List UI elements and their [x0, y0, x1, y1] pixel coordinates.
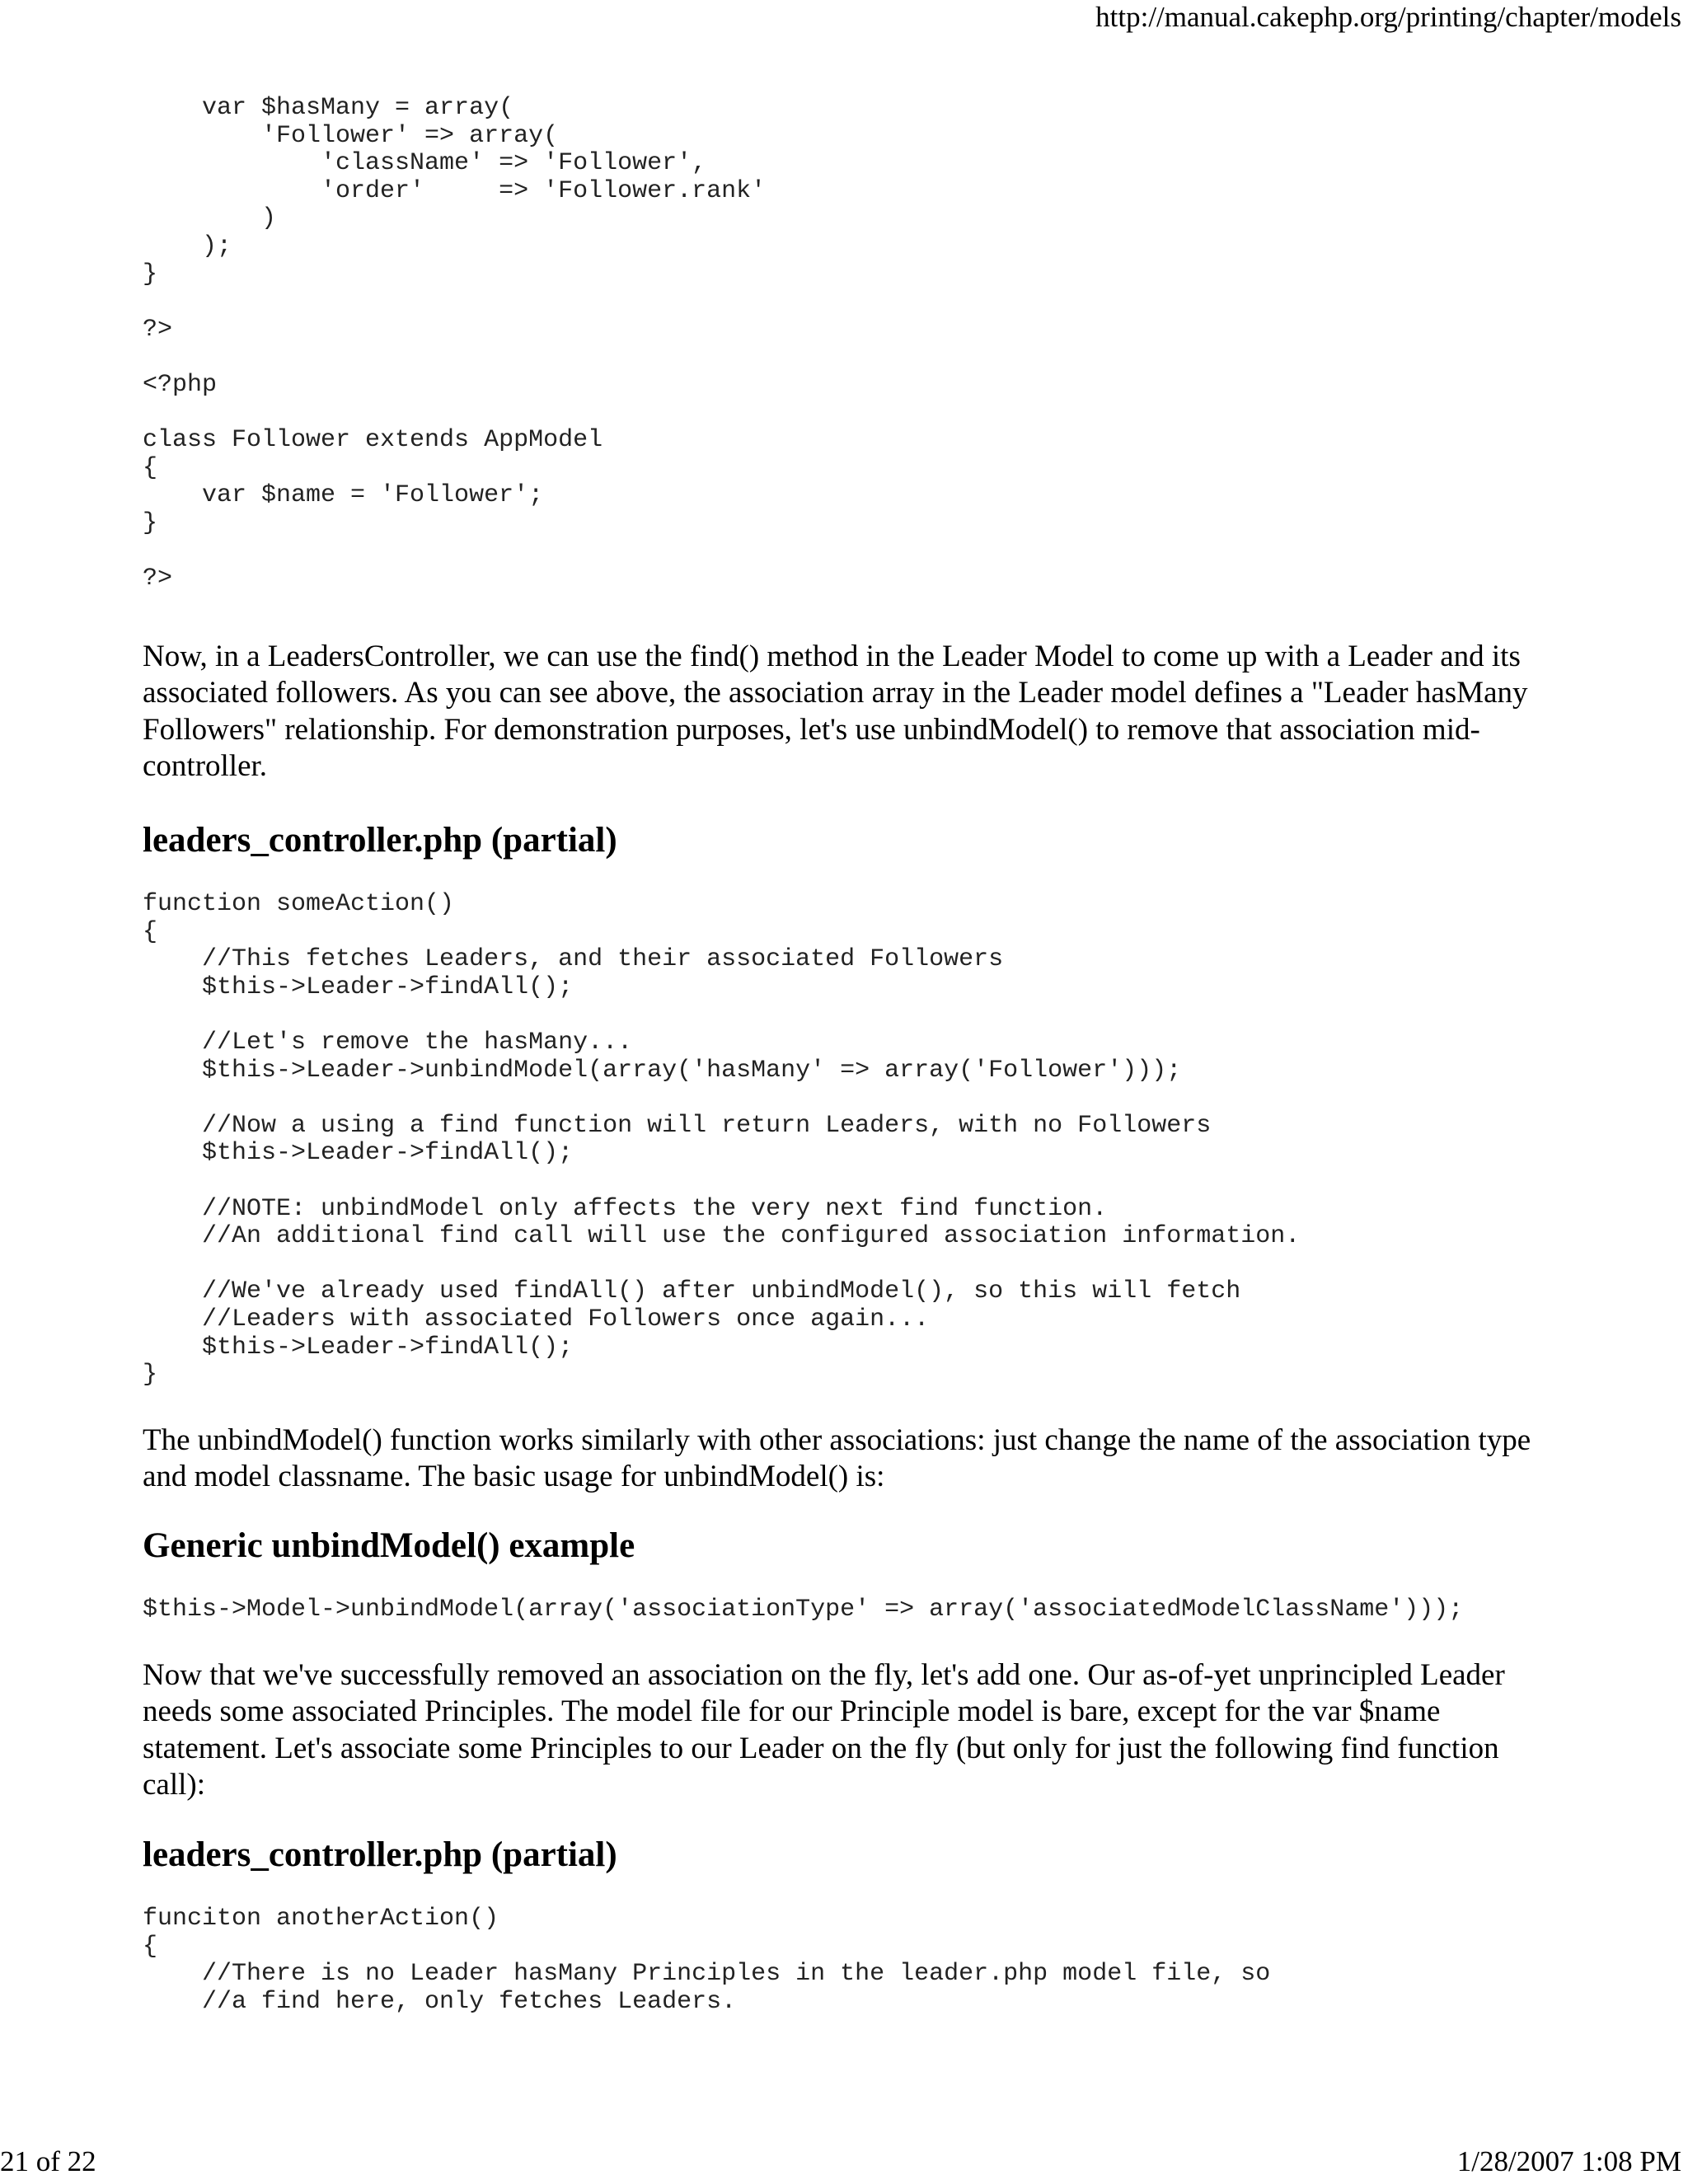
paragraph-unbind-usage: The unbindModel() function works similarly with other associations: just change the name of the association type and model classname. The basic usage for unbindModel() is: — [143, 1422, 1531, 1494]
section-heading-generic-unbind: Generic unbindModel() example — [143, 1526, 635, 1565]
code-block-follower-model: var $hasMany = array( 'Follower' => array( 'className' => 'Follower', 'order' => 'Follower.rank' ) ); } ?> <?php class Follower extends AppModel { var $name = 'Follower'; } ?> — [143, 94, 767, 593]
code-block-generic-unbind: $this->Model->unbindModel(array('associationType' => array('associatedModelClassName'))); — [143, 1595, 1464, 1624]
paragraph-add-association: Now that we've successfully removed an association on the fly, let's add one. Our as-of-yet unprincipled Leader needs some associated Principles. The model file for our Principle model is bare, except for the var $name statement. Let's associate some Principles to our Leader on the fly (but only for just the following find function call): — [143, 1657, 1505, 1802]
document-body — [143, 95, 1560, 2016]
paragraph-leaders-intro: Now, in a LeadersController, we can use the find() method in the Leader Model to come up with a Leader and its associated followers. As you can see above, the association array in the Leader model defines a "Leader hasMany Followers" relationship. For demonstration purposes, let's use unbindModel() to remove that association mid-controller. — [143, 639, 1528, 784]
page-url: http://manual.cakephp.org/printing/chapter/models — [1095, 1, 1681, 33]
section-heading-leaders-controller-2: leaders_controller.php (partial) — [143, 1835, 617, 1874]
page-number: 21 of 22 — [0, 2145, 96, 2177]
code-block-some-action: function someAction() { //This fetches Leaders, and their associated Followers $this->Leader->findAll(); //Let's remove the hasMany... $this->Leader->unbindModel(array('hasMany' => array('Follower'))); //Now a using a find function will return Leaders, with no Followers $this->Leader->findAll(); //NOTE: unbindModel only affects the very next find function. //An additional find call will use the configured association information. //We've already used findAll() after unbindModel(), so this will fetch //Leaders with associated Followers once again... $this->Leader->findAll(); } — [143, 890, 1301, 1390]
print-datetime: 1/28/2007 1:08 PM — [1456, 2145, 1681, 2177]
section-heading-leaders-controller: leaders_controller.php (partial) — [143, 821, 617, 860]
code-block-another-action: funciton anotherAction() { //There is no Leader hasMany Principles in the leader.php model file, so //a find here, only fetches Leaders. — [143, 1904, 1271, 2016]
